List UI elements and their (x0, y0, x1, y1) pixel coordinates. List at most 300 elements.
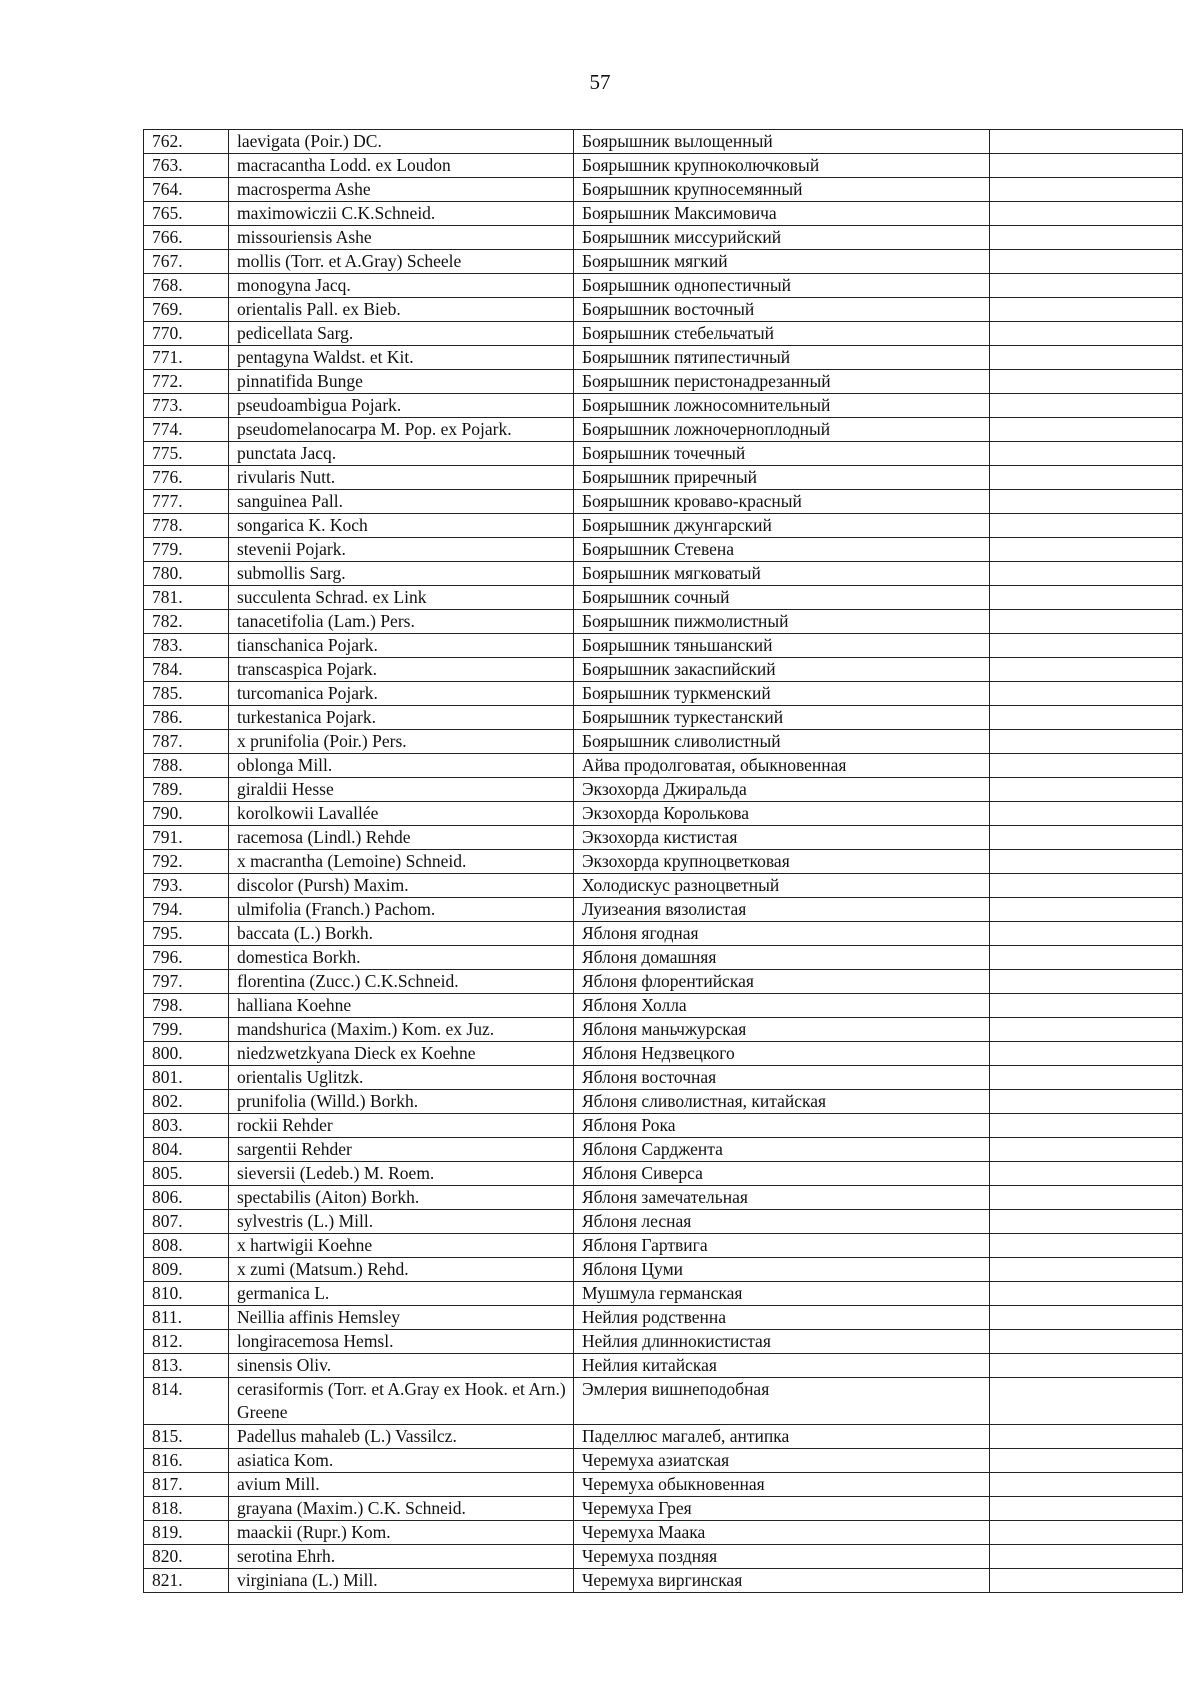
empty-cell (990, 1306, 1183, 1330)
table-row (144, 322, 1183, 346)
empty-cell (990, 1473, 1183, 1497)
table-row (144, 1210, 1183, 1234)
row-number-cell: 812. (144, 1330, 229, 1354)
latin-name-cell: stevenii Pojark. (229, 538, 574, 562)
latin-name-cell: sylvestris (L.) Mill. (229, 1210, 574, 1234)
table-row (144, 514, 1183, 538)
row-number-cell: 763. (144, 154, 229, 178)
latin-name-cell: rivularis Nutt. (229, 466, 574, 490)
latin-name-cell: transcaspica Pojark. (229, 658, 574, 682)
latin-name-cell: x zumi (Matsum.) Rehd. (229, 1258, 574, 1282)
russian-name-cell: Экзохорда Королькова (574, 802, 990, 826)
empty-cell (990, 1330, 1183, 1354)
latin-name-cell: domestica Borkh. (229, 946, 574, 970)
table-row (144, 826, 1183, 850)
russian-name-cell: Яблоня маньчжурская (574, 1018, 990, 1042)
empty-cell (990, 1090, 1183, 1114)
row-number-cell: 813. (144, 1354, 229, 1378)
row-number-cell: 817. (144, 1473, 229, 1497)
row-number-cell: 766. (144, 226, 229, 250)
table-row (144, 1449, 1183, 1473)
russian-name-cell: Боярышник джунгарский (574, 514, 990, 538)
russian-name-cell: Боярышник ложночерноплодный (574, 418, 990, 442)
row-number-cell: 791. (144, 826, 229, 850)
table-row (144, 1066, 1183, 1090)
empty-cell (990, 274, 1183, 298)
table-row (144, 1090, 1183, 1114)
russian-name-cell: Боярышник перистонадрезанный (574, 370, 990, 394)
row-number-cell: 774. (144, 418, 229, 442)
table-row (144, 226, 1183, 250)
russian-name-cell: Экзохорда крупноцветковая (574, 850, 990, 874)
table-row (144, 634, 1183, 658)
row-number-cell: 806. (144, 1186, 229, 1210)
empty-cell (990, 850, 1183, 874)
row-number-cell: 796. (144, 946, 229, 970)
latin-name-cell: sieversii (Ledeb.) M. Roem. (229, 1162, 574, 1186)
latin-name-cell: ulmifolia (Franch.) Pachom. (229, 898, 574, 922)
table-row (144, 490, 1183, 514)
russian-name-cell: Черемуха азиатская (574, 1449, 990, 1473)
latin-name-cell: discolor (Pursh) Maxim. (229, 874, 574, 898)
latin-name-cell: pseudomelanocarpa M. Pop. ex Pojark. (229, 418, 574, 442)
empty-cell (990, 1521, 1183, 1545)
russian-name-cell: Боярышник закаспийский (574, 658, 990, 682)
table-row (144, 1306, 1183, 1330)
latin-name-cell: sanguinea Pall. (229, 490, 574, 514)
latin-name-cell: florentina (Zucc.) C.K.Schneid. (229, 970, 574, 994)
latin-name-cell: laevigata (Poir.) DC. (229, 130, 574, 154)
latin-name-cell: turcomanica Pojark. (229, 682, 574, 706)
russian-name-cell: Черемуха поздняя (574, 1545, 990, 1569)
table-row (144, 370, 1183, 394)
russian-name-cell: Боярышник крупносемянный (574, 178, 990, 202)
empty-cell (990, 586, 1183, 610)
empty-cell (990, 154, 1183, 178)
russian-name-cell: Яблоня Сарджента (574, 1138, 990, 1162)
row-number-cell: 801. (144, 1066, 229, 1090)
row-number-cell: 811. (144, 1306, 229, 1330)
row-number-cell: 795. (144, 922, 229, 946)
russian-name-cell: Экзохорда кистистая (574, 826, 990, 850)
latin-name-cell: pinnatifida Bunge (229, 370, 574, 394)
row-number-cell: 808. (144, 1234, 229, 1258)
empty-cell (990, 514, 1183, 538)
table-row (144, 562, 1183, 586)
table-row (144, 1162, 1183, 1186)
russian-name-cell: Боярышник точечный (574, 442, 990, 466)
table-row (144, 922, 1183, 946)
russian-name-cell: Яблоня флорентийская (574, 970, 990, 994)
species-table (143, 129, 1183, 1593)
empty-cell (990, 1138, 1183, 1162)
russian-name-cell: Боярышник ложносомнительный (574, 394, 990, 418)
russian-name-cell: Яблоня сливолистная, китайская (574, 1090, 990, 1114)
table-row (144, 442, 1183, 466)
russian-name-cell: Нейлия длиннокистистая (574, 1330, 990, 1354)
latin-name-cell: orientalis Pall. ex Bieb. (229, 298, 574, 322)
row-number-cell: 803. (144, 1114, 229, 1138)
row-number-cell: 802. (144, 1090, 229, 1114)
empty-cell (990, 754, 1183, 778)
latin-name-cell: spectabilis (Aiton) Borkh. (229, 1186, 574, 1210)
empty-cell (990, 1186, 1183, 1210)
row-number-cell: 789. (144, 778, 229, 802)
table-row (144, 1018, 1183, 1042)
russian-name-cell: Яблоня Рока (574, 1114, 990, 1138)
latin-name-cell: x hartwigii Koehne (229, 1234, 574, 1258)
latin-name-cell: prunifolia (Willd.) Borkh. (229, 1090, 574, 1114)
table-row (144, 682, 1183, 706)
russian-name-cell: Черемуха Маака (574, 1521, 990, 1545)
row-number-cell: 775. (144, 442, 229, 466)
russian-name-cell: Боярышник пятипестичный (574, 346, 990, 370)
latin-name-cell: cerasiformis (Torr. et A.Gray ex Hook. et Arn.) Greene (229, 1378, 574, 1425)
russian-name-cell: Яблоня Холла (574, 994, 990, 1018)
latin-name-cell: macrosperma Ashe (229, 178, 574, 202)
table-row (144, 610, 1183, 634)
table-row (144, 274, 1183, 298)
empty-cell (990, 538, 1183, 562)
row-number-cell: 810. (144, 1282, 229, 1306)
species-table-body (144, 130, 1183, 1593)
russian-name-cell: Боярышник мягковатый (574, 562, 990, 586)
empty-cell (990, 1114, 1183, 1138)
table-row (144, 202, 1183, 226)
page-number: 57 (589, 70, 611, 94)
empty-cell (990, 178, 1183, 202)
empty-cell (990, 706, 1183, 730)
latin-name-cell: korolkowii Lavallée (229, 802, 574, 826)
row-number-cell: 773. (144, 394, 229, 418)
row-number-cell: 807. (144, 1210, 229, 1234)
russian-name-cell: Черемуха Грея (574, 1497, 990, 1521)
row-number-cell: 780. (144, 562, 229, 586)
empty-cell (990, 298, 1183, 322)
row-number-cell: 784. (144, 658, 229, 682)
latin-name-cell: pentagyna Waldst. et Kit. (229, 346, 574, 370)
table-row (144, 874, 1183, 898)
russian-name-cell: Боярышник Стевена (574, 538, 990, 562)
latin-name-cell: punctata Jacq. (229, 442, 574, 466)
empty-cell (990, 610, 1183, 634)
empty-cell (990, 946, 1183, 970)
latin-name-cell: virginiana (L.) Mill. (229, 1569, 574, 1593)
row-number-cell: 782. (144, 610, 229, 634)
russian-name-cell: Боярышник пижмолистный (574, 610, 990, 634)
table-row (144, 1473, 1183, 1497)
row-number-cell: 794. (144, 898, 229, 922)
table-row (144, 754, 1183, 778)
table-row (144, 1258, 1183, 1282)
row-number-cell: 772. (144, 370, 229, 394)
russian-name-cell: Боярышник тяньшанский (574, 634, 990, 658)
table-row (144, 658, 1183, 682)
empty-cell (990, 634, 1183, 658)
table-row (144, 1186, 1183, 1210)
empty-cell (990, 346, 1183, 370)
latin-name-cell: maackii (Rupr.) Kom. (229, 1521, 574, 1545)
row-number-cell: 792. (144, 850, 229, 874)
russian-name-cell: Яблоня Сиверса (574, 1162, 990, 1186)
table-row (144, 778, 1183, 802)
empty-cell (990, 730, 1183, 754)
latin-name-cell: missouriensis Ashe (229, 226, 574, 250)
row-number-cell: 814. (144, 1378, 229, 1425)
empty-cell (990, 442, 1183, 466)
row-number-cell: 821. (144, 1569, 229, 1593)
empty-cell (990, 922, 1183, 946)
latin-name-cell: pedicellata Sarg. (229, 322, 574, 346)
table-row (144, 802, 1183, 826)
empty-cell (990, 1282, 1183, 1306)
row-number-cell: 767. (144, 250, 229, 274)
empty-cell (990, 490, 1183, 514)
latin-name-cell: sargentii Rehder (229, 1138, 574, 1162)
table-row (144, 130, 1183, 154)
row-number-cell: 785. (144, 682, 229, 706)
latin-name-cell: x prunifolia (Poir.) Pers. (229, 730, 574, 754)
russian-name-cell: Боярышник туркестанский (574, 706, 990, 730)
table-row (144, 1330, 1183, 1354)
empty-cell (990, 394, 1183, 418)
empty-cell (990, 994, 1183, 1018)
latin-name-cell: serotina Ehrh. (229, 1545, 574, 1569)
row-number-cell: 771. (144, 346, 229, 370)
latin-name-cell: halliana Koehne (229, 994, 574, 1018)
latin-name-cell: mollis (Torr. et A.Gray) Scheele (229, 250, 574, 274)
empty-cell (990, 1378, 1183, 1425)
table-row (144, 466, 1183, 490)
empty-cell (990, 898, 1183, 922)
row-number-cell: 815. (144, 1425, 229, 1449)
empty-cell (990, 1497, 1183, 1521)
russian-name-cell: Яблоня Цуми (574, 1258, 990, 1282)
russian-name-cell: Черемуха виргинская (574, 1569, 990, 1593)
table-row (144, 538, 1183, 562)
table-row (144, 1569, 1183, 1593)
russian-name-cell: Яблоня Недзвецкого (574, 1042, 990, 1066)
empty-cell (990, 970, 1183, 994)
table-row (144, 298, 1183, 322)
latin-name-cell: pseudoambigua Pojark. (229, 394, 574, 418)
row-number-cell: 799. (144, 1018, 229, 1042)
latin-name-cell: niedzwetzkyana Dieck ex Koehne (229, 1042, 574, 1066)
table-row (144, 1282, 1183, 1306)
row-number-cell: 809. (144, 1258, 229, 1282)
latin-name-cell: songarica K. Koch (229, 514, 574, 538)
table-row (144, 394, 1183, 418)
russian-name-cell: Боярышник крупноколючковый (574, 154, 990, 178)
russian-name-cell: Боярышник кроваво-красный (574, 490, 990, 514)
row-number-cell: 787. (144, 730, 229, 754)
latin-name-cell: giraldii Hesse (229, 778, 574, 802)
latin-name-cell: submollis Sarg. (229, 562, 574, 586)
table-row (144, 586, 1183, 610)
russian-name-cell: Нейлия китайская (574, 1354, 990, 1378)
russian-name-cell: Эмлерия вишнеподобная (574, 1378, 990, 1425)
table-row (144, 154, 1183, 178)
row-number-cell: 790. (144, 802, 229, 826)
russian-name-cell: Яблоня лесная (574, 1210, 990, 1234)
table-row (144, 898, 1183, 922)
russian-name-cell: Паделлюс магалеб, антипка (574, 1425, 990, 1449)
russian-name-cell: Черемуха обыкновенная (574, 1473, 990, 1497)
row-number-cell: 776. (144, 466, 229, 490)
row-number-cell: 781. (144, 586, 229, 610)
row-number-cell: 778. (144, 514, 229, 538)
empty-cell (990, 250, 1183, 274)
latin-name-cell: monogyna Jacq. (229, 274, 574, 298)
empty-cell (990, 1234, 1183, 1258)
latin-name-cell: tianschanica Pojark. (229, 634, 574, 658)
russian-name-cell: Боярышник вылощенный (574, 130, 990, 154)
table-row (144, 1234, 1183, 1258)
russian-name-cell: Экзохорда Джиральда (574, 778, 990, 802)
latin-name-cell: grayana (Maxim.) C.K. Schneid. (229, 1497, 574, 1521)
russian-name-cell: Нейлия родственна (574, 1306, 990, 1330)
empty-cell (990, 1569, 1183, 1593)
table-row (144, 706, 1183, 730)
russian-name-cell: Боярышник миссурийский (574, 226, 990, 250)
russian-name-cell: Яблоня Гартвига (574, 1234, 990, 1258)
empty-cell (990, 874, 1183, 898)
row-number-cell: 798. (144, 994, 229, 1018)
latin-name-cell: turkestanica Pojark. (229, 706, 574, 730)
row-number-cell: 820. (144, 1545, 229, 1569)
russian-name-cell: Айва продолговатая, обыкновенная (574, 754, 990, 778)
row-number-cell: 800. (144, 1042, 229, 1066)
empty-cell (990, 370, 1183, 394)
table-row (144, 418, 1183, 442)
table-row (144, 1521, 1183, 1545)
russian-name-cell: Боярышник мягкий (574, 250, 990, 274)
latin-name-cell: tanacetifolia (Lam.) Pers. (229, 610, 574, 634)
table-row (144, 730, 1183, 754)
russian-name-cell: Боярышник однопестичный (574, 274, 990, 298)
latin-name-cell: mandshurica (Maxim.) Kom. ex Juz. (229, 1018, 574, 1042)
empty-cell (990, 658, 1183, 682)
row-number-cell: 797. (144, 970, 229, 994)
russian-name-cell: Яблоня восточная (574, 1066, 990, 1090)
russian-name-cell: Боярышник сливолистный (574, 730, 990, 754)
russian-name-cell: Яблоня домашняя (574, 946, 990, 970)
latin-name-cell: rockii Rehder (229, 1114, 574, 1138)
row-number-cell: 805. (144, 1162, 229, 1186)
empty-cell (990, 802, 1183, 826)
latin-name-cell: avium Mill. (229, 1473, 574, 1497)
empty-cell (990, 322, 1183, 346)
empty-cell (990, 826, 1183, 850)
table-row (144, 1042, 1183, 1066)
russian-name-cell: Яблоня замечательная (574, 1186, 990, 1210)
empty-cell (990, 1449, 1183, 1473)
empty-cell (990, 1210, 1183, 1234)
empty-cell (990, 226, 1183, 250)
russian-name-cell: Яблоня ягодная (574, 922, 990, 946)
row-number-cell: 788. (144, 754, 229, 778)
empty-cell (990, 202, 1183, 226)
row-number-cell: 764. (144, 178, 229, 202)
russian-name-cell: Боярышник сочный (574, 586, 990, 610)
latin-name-cell: Neillia affinis Hemsley (229, 1306, 574, 1330)
russian-name-cell: Боярышник туркменский (574, 682, 990, 706)
empty-cell (990, 562, 1183, 586)
empty-cell (990, 466, 1183, 490)
row-number-cell: 804. (144, 1138, 229, 1162)
latin-name-cell: baccata (L.) Borkh. (229, 922, 574, 946)
latin-name-cell: asiatica Kom. (229, 1449, 574, 1473)
latin-name-cell: macracantha Lodd. ex Loudon (229, 154, 574, 178)
latin-name-cell: succulenta Schrad. ex Link (229, 586, 574, 610)
russian-name-cell: Луизеания вязолистая (574, 898, 990, 922)
table-row (144, 1378, 1183, 1425)
table-row (144, 946, 1183, 970)
table-row (144, 250, 1183, 274)
latin-name-cell: sinensis Oliv. (229, 1354, 574, 1378)
russian-name-cell: Мушмула германская (574, 1282, 990, 1306)
row-number-cell: 818. (144, 1497, 229, 1521)
table-row (144, 1425, 1183, 1449)
table-row (144, 1138, 1183, 1162)
empty-cell (990, 1066, 1183, 1090)
russian-name-cell: Боярышник восточный (574, 298, 990, 322)
russian-name-cell: Холодискус разноцветный (574, 874, 990, 898)
row-number-cell: 769. (144, 298, 229, 322)
empty-cell (990, 1545, 1183, 1569)
row-number-cell: 770. (144, 322, 229, 346)
row-number-cell: 786. (144, 706, 229, 730)
empty-cell (990, 1018, 1183, 1042)
russian-name-cell: Боярышник стебельчатый (574, 322, 990, 346)
table-row (144, 178, 1183, 202)
russian-name-cell: Боярышник Максимовича (574, 202, 990, 226)
table-row (144, 850, 1183, 874)
row-number-cell: 816. (144, 1449, 229, 1473)
table-row (144, 994, 1183, 1018)
row-number-cell: 783. (144, 634, 229, 658)
table-row (144, 1545, 1183, 1569)
table-row (144, 1497, 1183, 1521)
row-number-cell: 793. (144, 874, 229, 898)
table-row (144, 346, 1183, 370)
row-number-cell: 765. (144, 202, 229, 226)
table-row (144, 970, 1183, 994)
latin-name-cell: germanica L. (229, 1282, 574, 1306)
table-row (144, 1114, 1183, 1138)
empty-cell (990, 1425, 1183, 1449)
empty-cell (990, 130, 1183, 154)
empty-cell (990, 418, 1183, 442)
empty-cell (990, 1354, 1183, 1378)
latin-name-cell: oblonga Mill. (229, 754, 574, 778)
latin-name-cell: Padellus mahaleb (L.) Vassilcz. (229, 1425, 574, 1449)
row-number-cell: 762. (144, 130, 229, 154)
empty-cell (990, 778, 1183, 802)
row-number-cell: 779. (144, 538, 229, 562)
row-number-cell: 819. (144, 1521, 229, 1545)
latin-name-cell: x macrantha (Lemoine) Schneid. (229, 850, 574, 874)
latin-name-cell: maximowiczii C.K.Schneid. (229, 202, 574, 226)
empty-cell (990, 1258, 1183, 1282)
row-number-cell: 777. (144, 490, 229, 514)
russian-name-cell: Боярышник приречный (574, 466, 990, 490)
empty-cell (990, 1162, 1183, 1186)
empty-cell (990, 682, 1183, 706)
latin-name-cell: orientalis Uglitzk. (229, 1066, 574, 1090)
table-row (144, 1354, 1183, 1378)
latin-name-cell: longiracemosa Hemsl. (229, 1330, 574, 1354)
